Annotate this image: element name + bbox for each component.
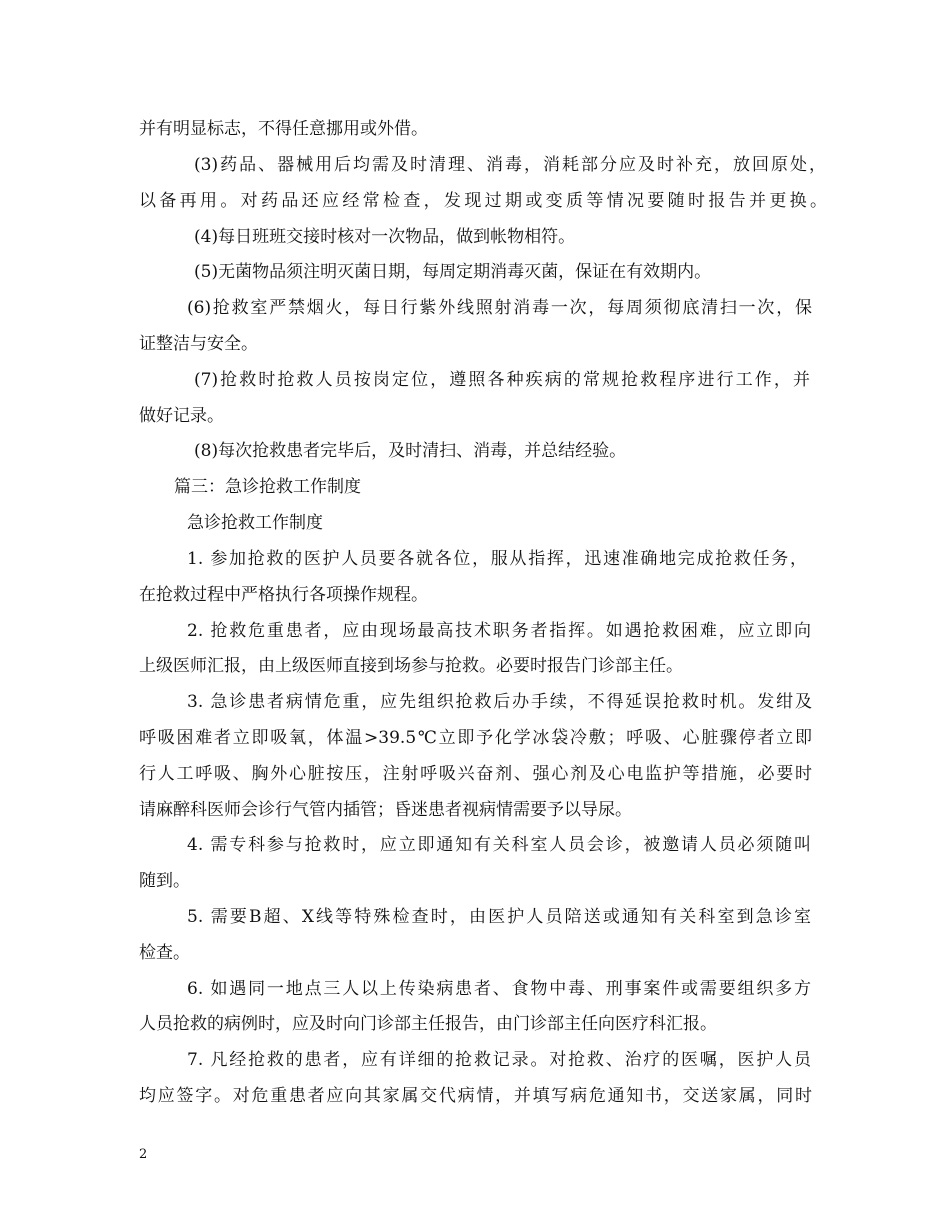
text-line: 2. 抢救危重患者，应由现场最高技术职务者指挥。如遇抢救困难，应立即向 — [187, 621, 811, 641]
text-line: (3)药品、器械用后均需及时清理、消毒，消耗部分应及时补充，放回原处， — [194, 155, 826, 175]
text-line: 1. 参加抢救的医护人员要各就各位，服从指挥，迅速准确地完成抢救任务， — [187, 549, 807, 569]
page-number: 2 — [139, 1147, 148, 1162]
text-line: 随到。 — [139, 871, 190, 891]
text-line: 3. 急诊患者病情危重，应先组织抢救后办手续，不得延误抢救时机。发绀及 — [187, 692, 812, 712]
text-line: 以备再用。对药品还应经常检查，发现过期或变质等情况要随时报告并更换。 — [139, 191, 827, 211]
text-line: 上级医师汇报，由上级医师直接到场参与抢救。必要时报告门诊部主任。 — [139, 656, 683, 676]
text-line: 7. 凡经抢救的患者，应有详细的抢救记录。对抢救、治疗的医嘱，医护人员 — [187, 1050, 811, 1070]
text-line: (7)抢救时抢救人员按岗定位，遵照各种疾病的常规抢救程序进行工作，并 — [194, 370, 810, 390]
text-line: (4)每日班班交接时核对一次物品，做到帐物相符。 — [194, 227, 576, 247]
text-line: 做好记录。 — [139, 406, 224, 426]
text-line: 证整洁与安全。 — [139, 334, 258, 354]
text-line: (8)每次抢救患者完毕后，及时清扫、消毒，并总结经验。 — [194, 441, 627, 461]
text-line: (5)无菌物品须注明灭菌日期，每周定期消毒灭菌，保证在有效期内。 — [194, 262, 712, 282]
text-line: 4. 需专科参与抢救时，应立即通知有关科室人员会诊，被邀请人员必须随叫 — [187, 835, 811, 855]
section-heading: 篇三：急诊抢救工作制度 — [174, 477, 361, 497]
text-line: 并有明显标志，不得任意挪用或外借。 — [139, 119, 428, 139]
subheading: 急诊抢救工作制度 — [187, 513, 323, 533]
text-line: 检查。 — [139, 943, 190, 963]
text-line: 在抢救过程中严格执行各项操作规程。 — [139, 585, 428, 605]
text-line: 行人工呼吸、胸外心脏按压，注射呼吸兴奋剂、强心剂及心电监护等措施，必要时 — [139, 764, 812, 784]
text-line: 人员抢救的病例时，应及时向门诊部主任报告，由门诊部主任向医疗科汇报。 — [139, 1014, 717, 1034]
text-line: 呼吸困难者立即吸氧，体温>39.5℃立即予化学冰袋冷敷；呼吸、心脏骤停者立即 — [139, 728, 812, 748]
text-line: 请麻醉科医师会诊行气管内插管；昏迷患者视病情需要予以导尿。 — [139, 800, 632, 820]
text-line: 6. 如遇同一地点三人以上传染病患者、食物中毒、刑事案件或需要组织多方 — [187, 979, 811, 999]
text-line: 5. 需要B超、X线等特殊检查时，由医护人员陪送或通知有关科室到急诊室 — [187, 907, 811, 927]
text-line: 均应签字。对危重患者应向其家属交代病情，并填写病危通知书，交送家属，同时 — [139, 1086, 812, 1106]
text-line: (6)抢救室严禁烟火，每日行紫外线照射消毒一次，每周须彻底清扫一次，保 — [187, 298, 812, 318]
